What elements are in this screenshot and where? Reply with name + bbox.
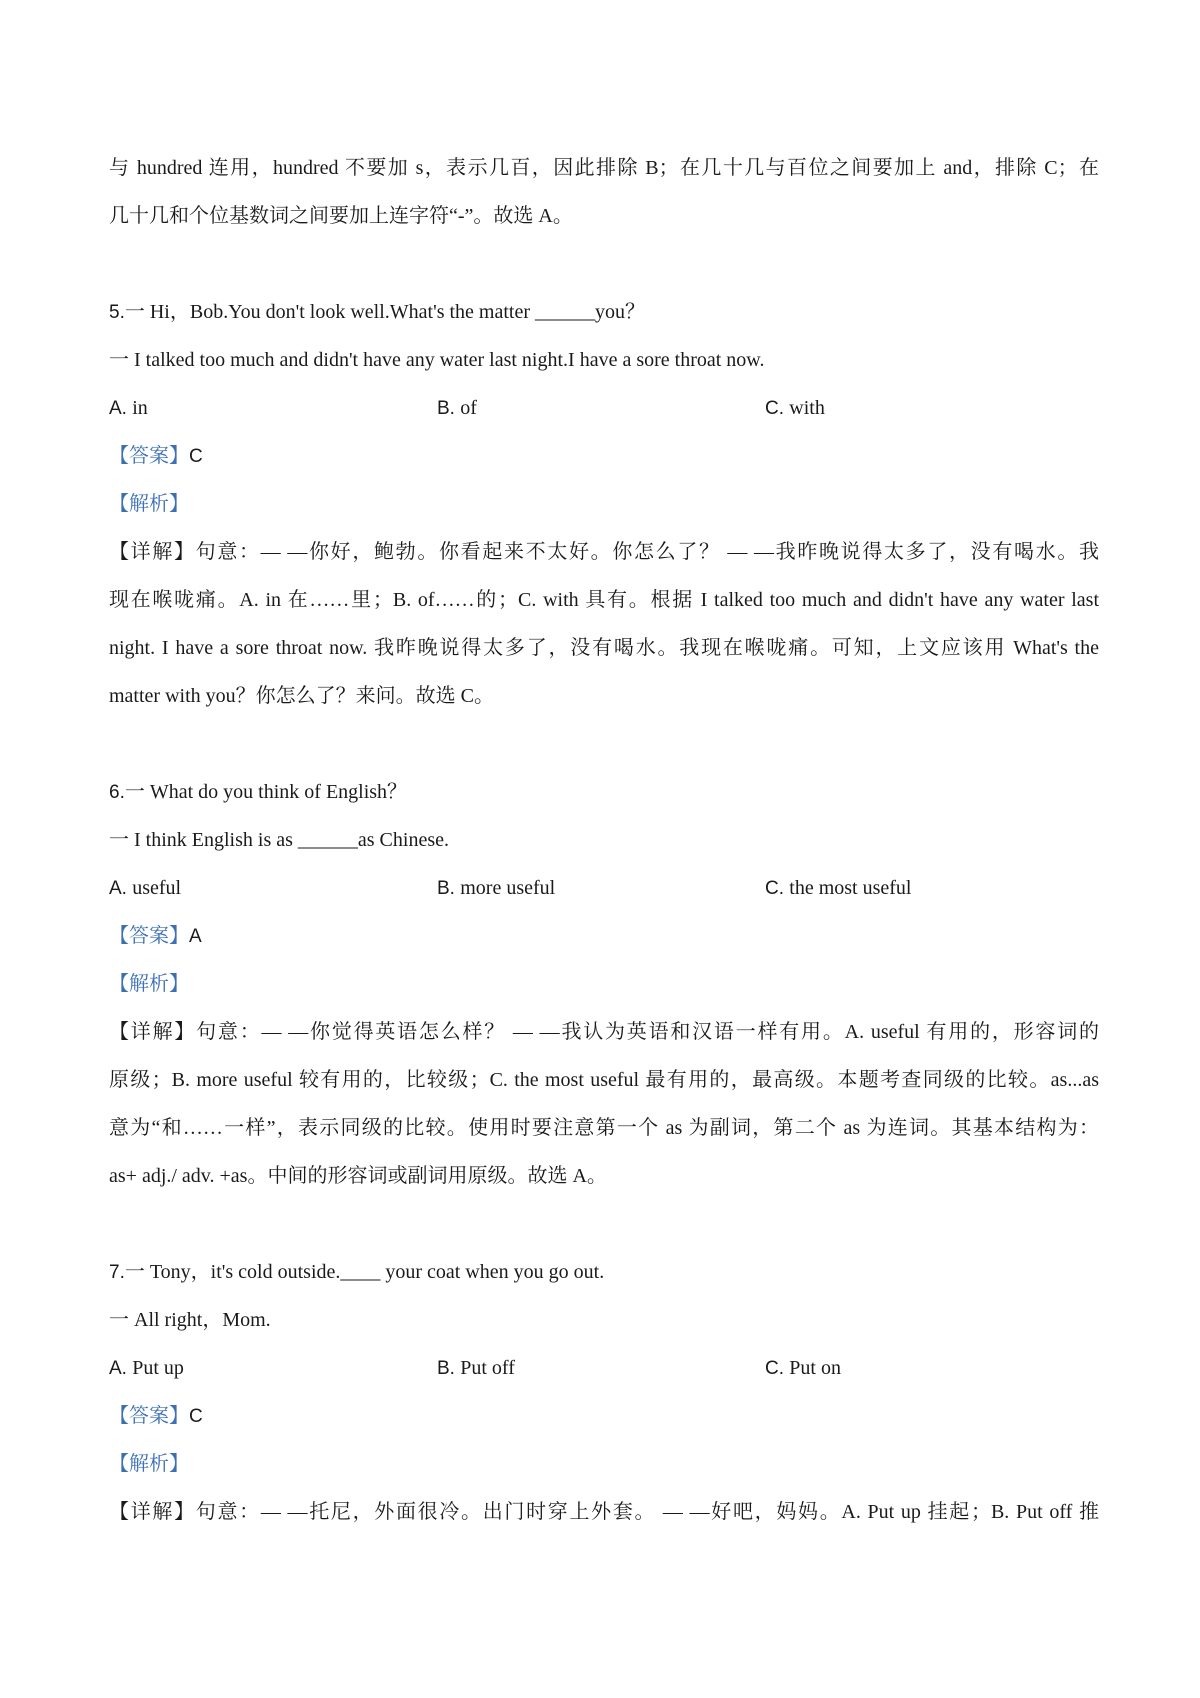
question-5-detail-1: 【详解】句意：— —你好，鲍勃。你看起来不太好。你怎么了？ — —我昨晚说得太多了，没有喝水。我 xyxy=(109,541,1099,563)
question-6-stem-1-text: 一 What do you think of English？ xyxy=(124,781,408,803)
option-letter: A. xyxy=(109,1358,133,1379)
question-5-answer xyxy=(109,442,1099,471)
option-text: with xyxy=(789,397,825,419)
option-letter: B. xyxy=(437,398,461,419)
question-7-number: 7. xyxy=(109,1262,125,1283)
question-7-stem-2: 一 All right，Mom. xyxy=(109,1309,271,1331)
question-5-analysis-tag: 【解析】 xyxy=(109,493,189,515)
option-letter: A. xyxy=(109,398,133,419)
question-6-detail-2: 原级；B. more useful 较有用的，比较级；C. the most useful 最有用的，最高级。本题考查同级的比较。as...as xyxy=(109,1069,1099,1091)
option-text: in xyxy=(132,397,148,419)
option-letter: A. xyxy=(109,878,133,899)
option-text: Put on xyxy=(789,1357,841,1379)
option-letter: C. xyxy=(765,1358,790,1379)
question-7-stem-1 xyxy=(109,1258,1099,1287)
question-5-option-a xyxy=(109,394,148,423)
answer-tag: 【答案】 xyxy=(109,925,189,947)
intro-line-2: 几十几和个位基数词之间要加上连字符“-”。故选 A。 xyxy=(109,205,573,227)
question-7-stem-1-text: 一 Tony，it's cold outside.____ your coat when you go out. xyxy=(124,1261,605,1283)
question-6-option-b xyxy=(437,874,555,903)
question-6-detail-3: 意为“和……一样”，表示同级的比较。使用时要注意第一个 as 为副词，第二个 as 为连词。其基本结构为： xyxy=(109,1117,1099,1139)
question-6-option-c xyxy=(765,874,912,903)
answer-value: C xyxy=(189,446,203,467)
question-7-option-b xyxy=(437,1354,515,1383)
option-letter: B. xyxy=(437,878,461,899)
question-7-detail-1: 【详解】句意：— —托尼，外面很冷。出门时穿上外套。 — —好吧，妈妈。A. Put up 挂起；B. Put off 推 xyxy=(109,1501,1099,1523)
option-text: of xyxy=(460,397,477,419)
question-5-number: 5. xyxy=(109,302,125,323)
question-6-answer xyxy=(109,922,1099,951)
question-6-detail-1: 【详解】句意：— —你觉得英语怎么样？ — —我认为英语和汉语一样有用。A. useful 有用的，形容词的 xyxy=(109,1021,1099,1043)
option-text: Put off xyxy=(460,1357,515,1379)
option-letter: B. xyxy=(437,1358,461,1379)
question-5-option-b xyxy=(437,394,477,423)
question-7-option-c xyxy=(765,1354,841,1383)
question-7-analysis-tag: 【解析】 xyxy=(109,1453,189,1475)
option-letter: C. xyxy=(765,398,790,419)
option-text: more useful xyxy=(460,877,556,899)
question-6-number: 6. xyxy=(109,782,125,803)
option-text: useful xyxy=(132,877,182,899)
question-5-option-c xyxy=(765,394,825,423)
answer-value: A xyxy=(189,926,202,947)
question-5-stem-2: 一 I talked too much and didn't have any water last night.I have a sore throat now. xyxy=(109,349,765,371)
option-letter: C. xyxy=(765,878,790,899)
question-7-option-a xyxy=(109,1354,184,1383)
intro-line-1: 与 hundred 连用，hundred 不要加 s，表示几百，因此排除 B；在几十几与百位之间要加上 and，排除 C；在 xyxy=(109,157,1099,179)
option-text: Put up xyxy=(132,1357,184,1379)
question-6-option-a xyxy=(109,874,181,903)
question-6-stem-1 xyxy=(109,778,1099,807)
answer-value: C xyxy=(189,1406,203,1427)
question-7-answer xyxy=(109,1402,1099,1431)
question-5-detail-2: 现在喉咙痛。A. in 在……里；B. of……的；C. with 具有。根据 I talked too much and didn't have any water last xyxy=(109,589,1099,611)
question-6-detail-4: as+ adj./ adv. +as。中间的形容词或副词用原级。故选 A。 xyxy=(109,1165,607,1187)
option-text: the most useful xyxy=(789,877,912,899)
answer-tag: 【答案】 xyxy=(109,445,189,467)
question-5-detail-3: night. I have a sore throat now. 我昨晚说得太多了，没有喝水。我现在喉咙痛。可知，上文应该用 What's the xyxy=(109,637,1099,659)
question-5-stem-1 xyxy=(109,298,1099,327)
question-5-stem-1-text: 一 Hi，Bob.You don't look well.What's the matter ______you？ xyxy=(124,301,646,323)
answer-tag: 【答案】 xyxy=(109,1405,189,1427)
question-6-analysis-tag: 【解析】 xyxy=(109,973,189,995)
question-5-detail-4: matter with you？你怎么了？来问。故选 C。 xyxy=(109,685,494,707)
question-6-stem-2: 一 I think English is as ______as Chinese. xyxy=(109,829,449,851)
